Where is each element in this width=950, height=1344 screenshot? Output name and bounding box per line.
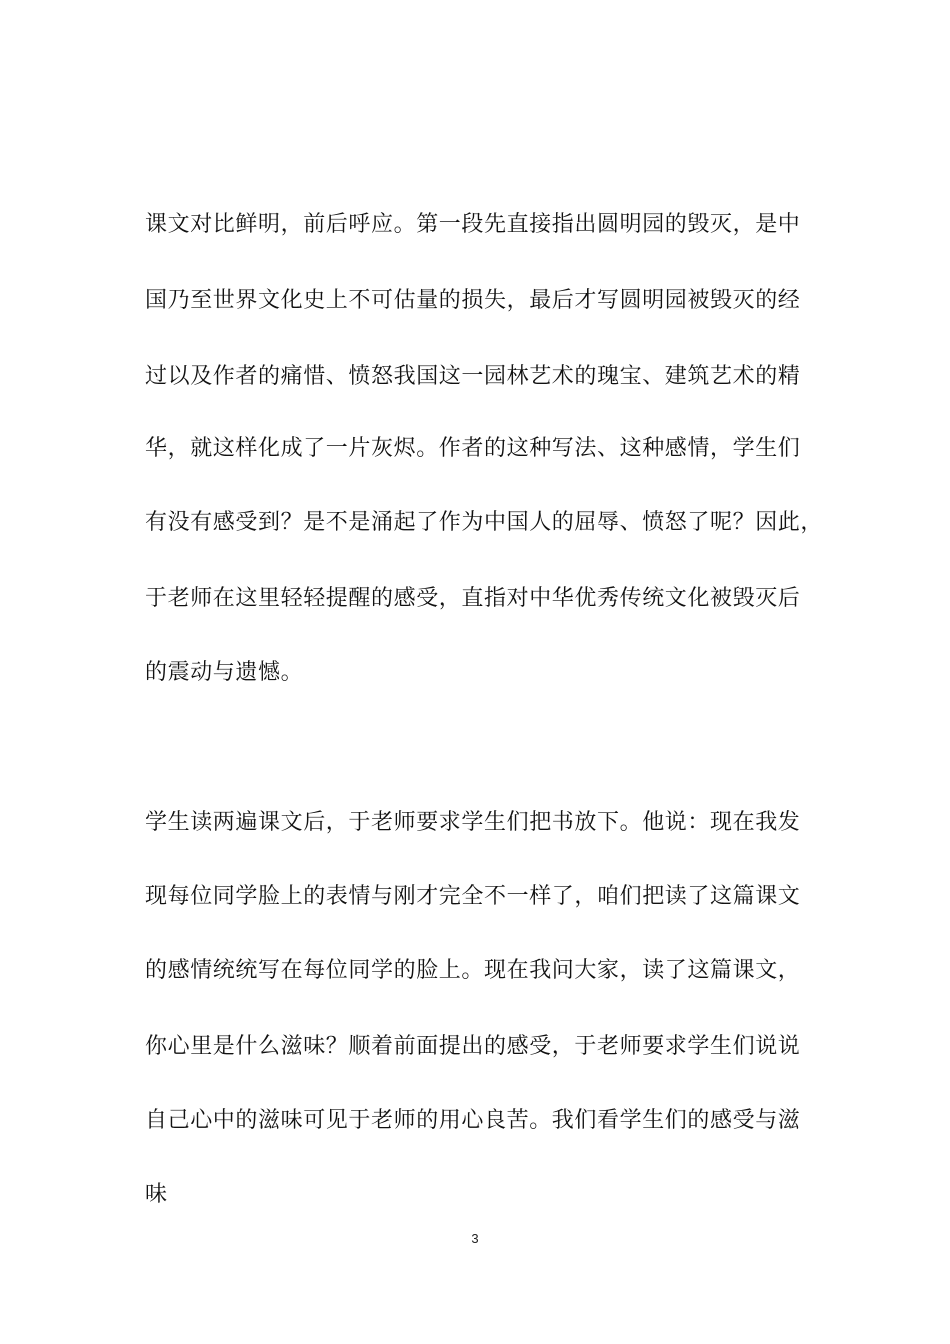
text-line: 有没有感受到？是不是涌起了作为中国人的屈辱、愤怒了呢？因此，: [145, 510, 824, 535]
text-line: 自己心中的滋味可见于老师的用心良苦。我们看学生们的感受与滋: [145, 1108, 801, 1133]
text-line: 的震动与遗憾。: [145, 660, 304, 685]
text-line: 国乃至世界文化史上不可估量的损失，最后才写圆明园被毁灭的经: [145, 288, 801, 313]
page-number: 3: [471, 1231, 479, 1246]
text-line: 学生读两遍课文后，于老师要求学生们把书放下。他说：现在我发: [145, 810, 801, 835]
text-line: 你心里是什么滋味？顺着前面提出的感受，于老师要求学生们说说: [145, 1034, 801, 1059]
text-line: 的感情统统写在每位同学的脸上。现在我问大家，读了这篇课文，: [145, 958, 801, 983]
text-line: 过以及作者的痛惜、愤怒我国这一园林艺术的瑰宝、建筑艺术的精: [145, 364, 801, 389]
text-line: 现每位同学脸上的表情与刚才完全不一样了，咱们把读了这篇课文: [145, 884, 801, 909]
text-line: 味: [145, 1182, 168, 1207]
text-line: 课文对比鲜明，前后呼应。第一段先直接指出圆明园的毁灭，是中: [145, 212, 801, 237]
text-line: 于老师在这里轻轻提醒的感受，直指对中华优秀传统文化被毁灭后: [145, 586, 801, 611]
text-line: 华，就这样化成了一片灰烬。作者的这种写法、这种感情，学生们: [145, 436, 801, 461]
